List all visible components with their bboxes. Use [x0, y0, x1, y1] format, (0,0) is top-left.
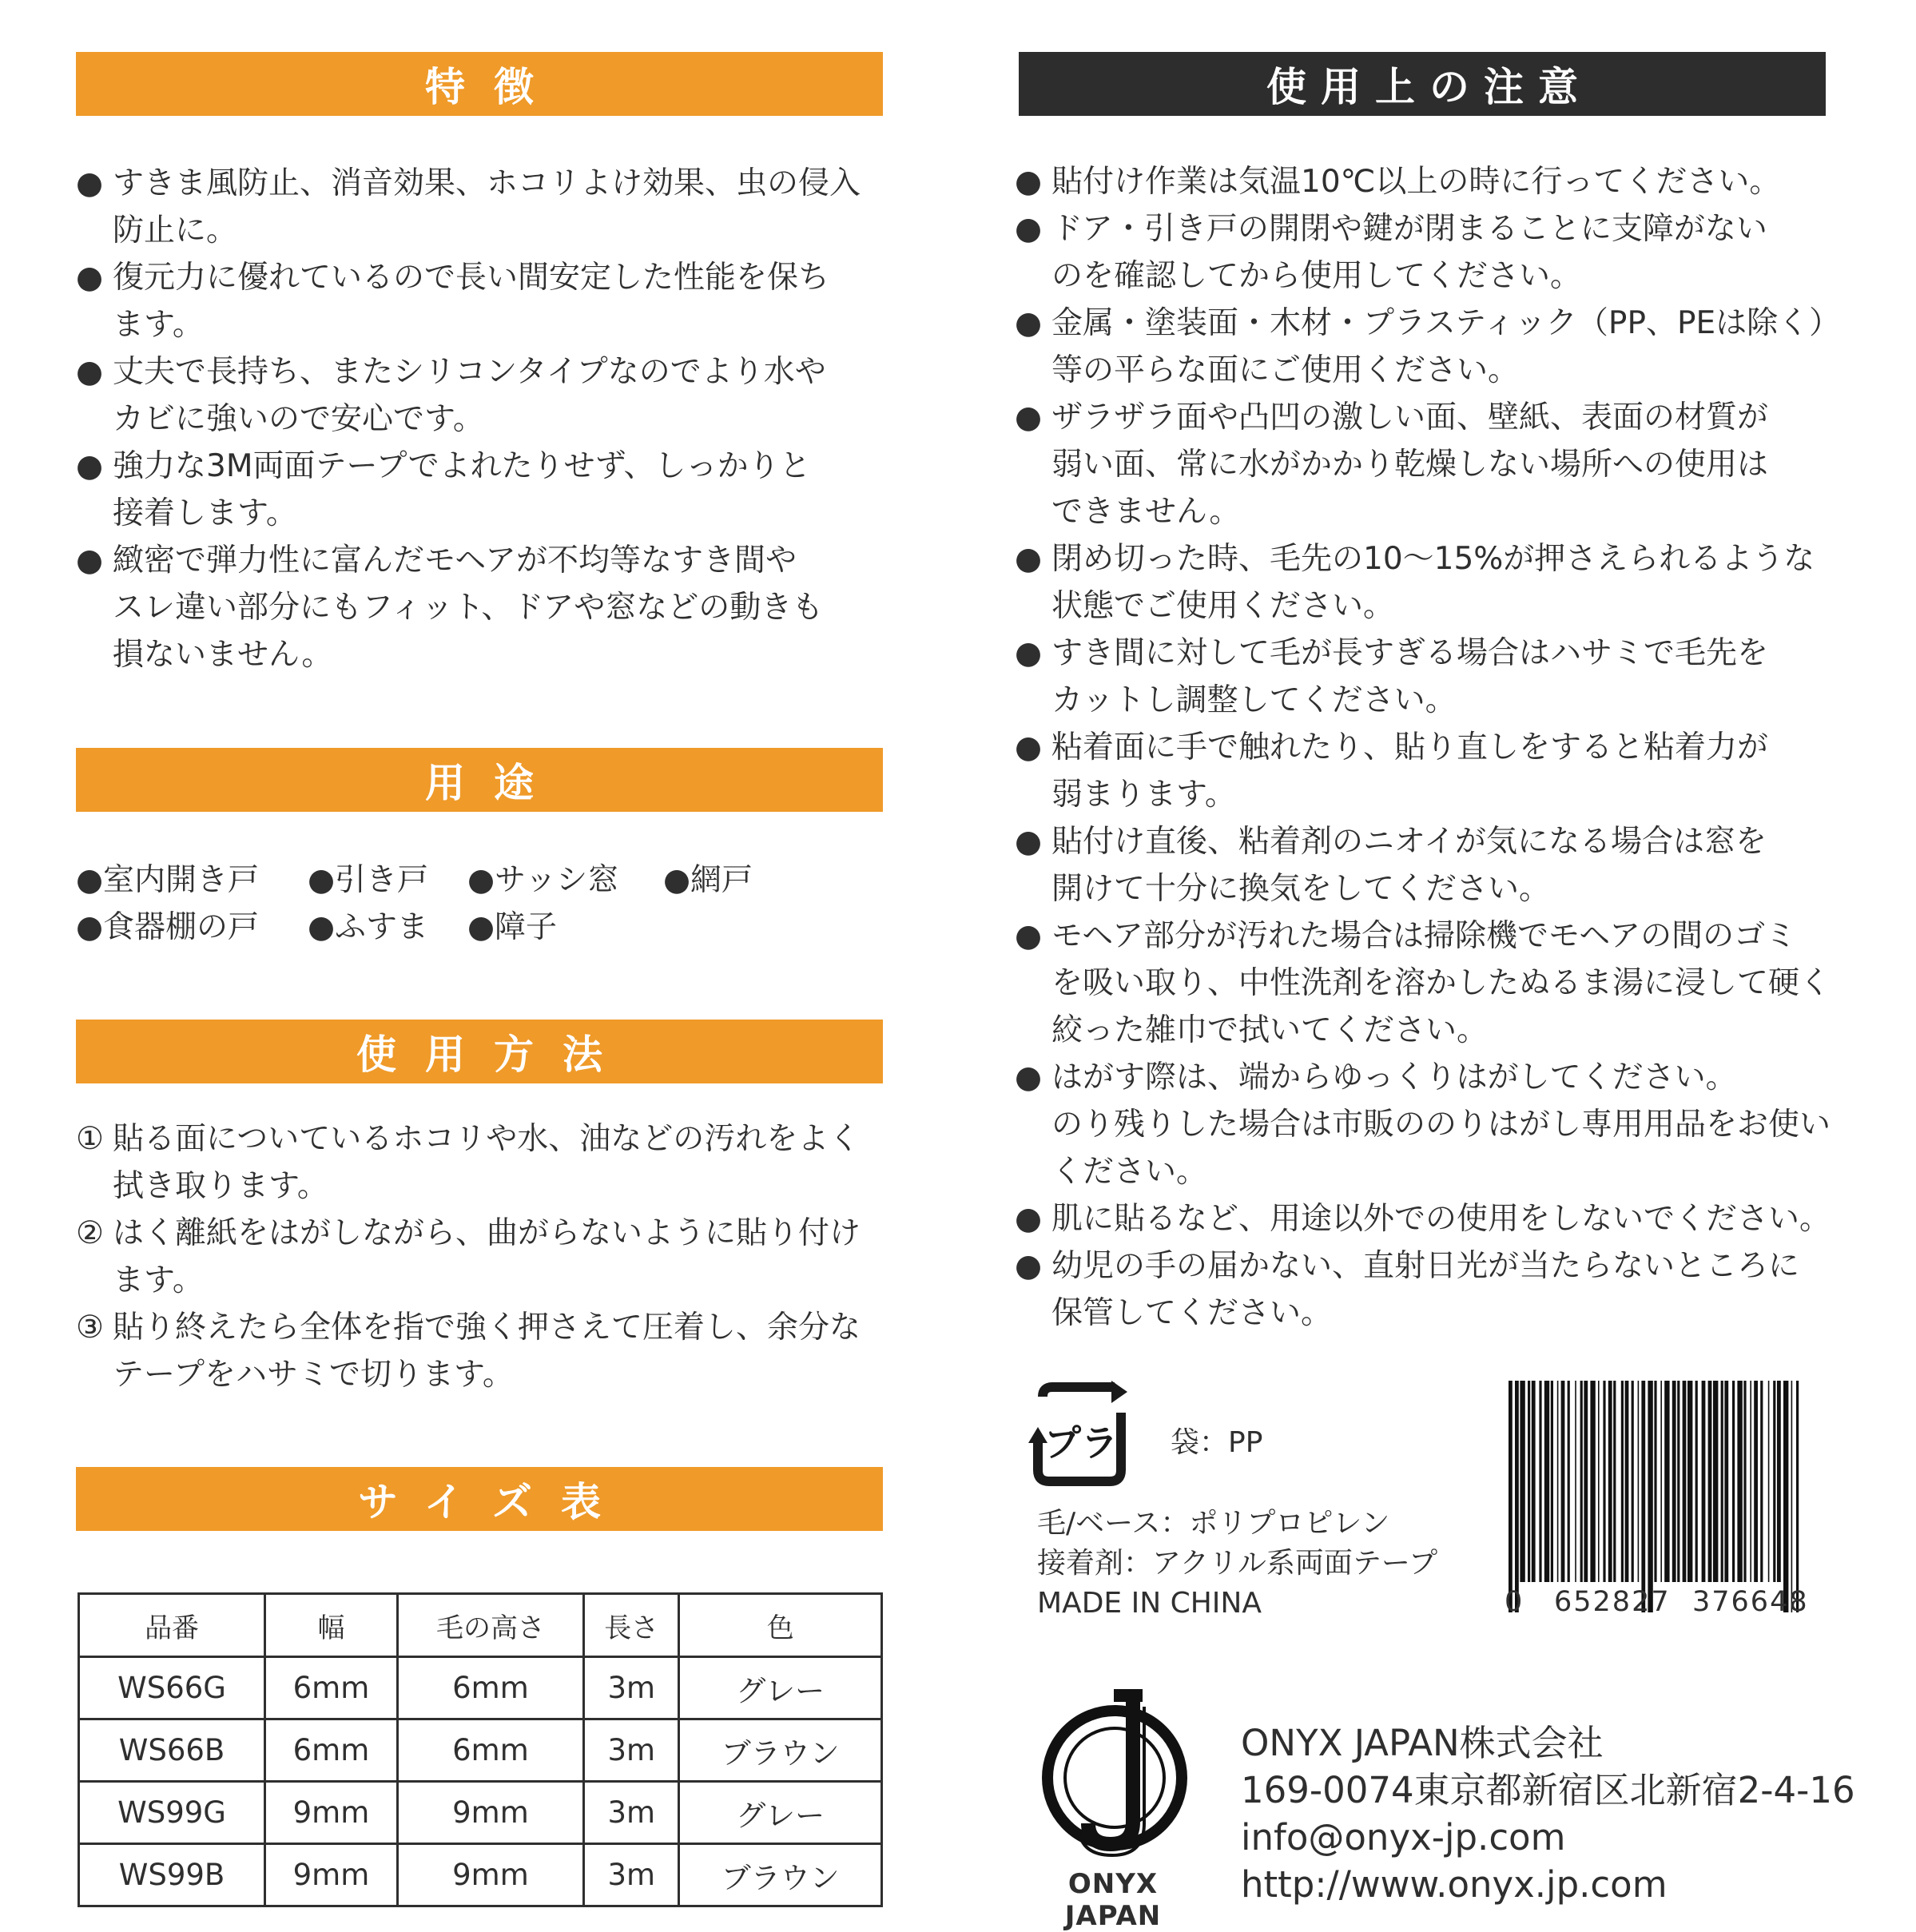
barcode-bar — [1660, 1381, 1662, 1582]
features-heading: 特徴 — [76, 52, 883, 116]
caution-item — [1015, 205, 1902, 300]
barcode-digit-0: 0 — [1505, 1586, 1524, 1618]
barcode-bar — [1713, 1381, 1718, 1582]
bullet-icon: ● — [76, 543, 104, 578]
item-line: 状態でご使用ください。 — [1051, 588, 1395, 624]
table-header-cell: 品番 — [79, 1594, 265, 1657]
barcode-bar — [1773, 1381, 1775, 1582]
caution-item — [1015, 300, 1902, 394]
use-item: ●障子 — [467, 909, 558, 945]
bullet-icon: ● — [1015, 305, 1043, 341]
barcode-bar — [1544, 1381, 1549, 1582]
bullet-icon: ① — [76, 1121, 104, 1157]
item-line: ます。 — [113, 307, 204, 343]
table-cell: ブラウン — [679, 1719, 882, 1782]
company-url[interactable]: http://www.onyx.jp.com — [1241, 1863, 1668, 1906]
barcode-bar — [1603, 1381, 1605, 1582]
barcode-bar — [1515, 1381, 1519, 1612]
caution-item — [1015, 1054, 1902, 1195]
bullet-icon: ● — [1015, 541, 1043, 577]
caution-item — [1015, 630, 1902, 724]
table-cell: グレー — [679, 1782, 882, 1844]
table-cell: 3m — [584, 1657, 679, 1719]
cautions-heading: 使用上の注意 — [1019, 52, 1826, 116]
feature-item — [76, 537, 899, 678]
barcode-bar — [1638, 1381, 1640, 1582]
company-email[interactable]: info@onyx-jp.com — [1241, 1816, 1566, 1858]
table-cell: 6mm — [265, 1657, 398, 1719]
barcode-bar — [1654, 1381, 1656, 1582]
bullet-icon: ● — [76, 448, 104, 484]
use-item: ●サッシ窓 — [467, 862, 619, 898]
caution-item — [1015, 535, 1902, 630]
materials-info — [1037, 1504, 1437, 1624]
use-item: ●引き戸 — [308, 862, 429, 898]
table-cell: ブラウン — [679, 1844, 882, 1906]
bullet-icon: ● — [1015, 1201, 1043, 1237]
barcode-bar — [1613, 1381, 1616, 1582]
barcode-bar — [1754, 1381, 1758, 1582]
material-line: 毛/ベース：ポリプロピレン — [1037, 1507, 1390, 1540]
item-line: カットし調整してください。 — [1051, 682, 1457, 718]
barcode-bar — [1760, 1381, 1763, 1582]
barcode-bar — [1608, 1381, 1612, 1582]
bullet-icon: ● — [1015, 1248, 1043, 1284]
item-line: ます。 — [113, 1262, 204, 1298]
bullet-icon: ● — [1015, 918, 1043, 954]
table-cell: 3m — [584, 1844, 679, 1906]
item-line: すき間に対して毛が長すぎる場合はハサミで毛先を — [1051, 635, 1769, 671]
barcode-bar — [1528, 1381, 1530, 1582]
item-line: テープをハサミで切ります。 — [113, 1357, 514, 1393]
item-line: 保管してください。 — [1051, 1295, 1333, 1331]
use-item: ●網戸 — [663, 862, 753, 898]
bullet-icon: ● — [1015, 164, 1043, 200]
item-line: ください。 — [1051, 1154, 1208, 1190]
item-line: 弱い面、常に水がかかり乾燥しない場所への使用は — [1051, 447, 1769, 483]
barcode-bar — [1641, 1381, 1645, 1612]
item-line: 等の平らな面にご使用ください。 — [1051, 352, 1520, 388]
table-header-cell: 色 — [679, 1594, 882, 1657]
item-line: 防止に。 — [113, 213, 238, 248]
item-line: はがす際は、端からゆっくりはがしてください。 — [1051, 1059, 1737, 1095]
barcode-bar — [1683, 1381, 1687, 1582]
table-cell: 6mm — [397, 1657, 583, 1719]
feature-item — [76, 443, 899, 537]
item-line: 貼る面についているホコリや水、油などの汚れをよく — [113, 1121, 861, 1157]
item-line: 肌に貼るなど、用途以外での使用をしないでください。 — [1051, 1201, 1831, 1237]
caution-item — [1015, 724, 1902, 818]
size-table — [78, 1592, 883, 1907]
item-line: 貼り終えたら全体を指で強く押さえて圧着し、余分な — [113, 1310, 861, 1346]
barcode-bar — [1737, 1381, 1742, 1582]
item-line: ザラザラ面や凸凹の激しい面、壁紙、表面の材質が — [1051, 400, 1769, 435]
table-cell: 6mm — [397, 1719, 583, 1782]
barcode-bar — [1632, 1381, 1634, 1582]
feature-item — [76, 348, 899, 443]
bullet-icon: ● — [76, 260, 104, 296]
barcode-bar — [1664, 1381, 1669, 1582]
barcode-bar — [1695, 1381, 1698, 1582]
table-header-cell: 毛の高さ — [397, 1594, 583, 1657]
bag-material: 袋：PP — [1171, 1426, 1263, 1459]
barcode-bar — [1732, 1381, 1735, 1582]
item-line: スレ違い部分にもフィット、ドアや窓などの動きも — [113, 590, 824, 626]
bullet-icon: ● — [1015, 729, 1043, 765]
item-line: 幼児の手の届かない、直射日光が当たらないところに — [1051, 1248, 1800, 1284]
item-line: 閉め切った時、毛先の10～15%が押さえられるような — [1051, 541, 1815, 577]
barcode-digits-left: 652827 — [1554, 1586, 1671, 1618]
bullet-icon: ● — [76, 354, 104, 390]
item-line: 絞った雑巾で拭いてください。 — [1051, 1012, 1489, 1048]
pla-recycle-icon — [1025, 1381, 1153, 1493]
howto-heading: 使用方法 — [76, 1020, 883, 1083]
item-line: 金属・塗装面・木材・プラスティック（PP、PEは除く） — [1051, 305, 1841, 341]
caution-item — [1015, 1242, 1902, 1337]
material-line: 接着剤：アクリル系両面テープ — [1037, 1547, 1438, 1580]
barcode-bar — [1777, 1381, 1781, 1582]
size-table-heading: サイズ表 — [76, 1467, 883, 1531]
item-line: 貼付け直後、粘着剤のニオイが気になる場合は窓を — [1051, 824, 1767, 860]
barcode-bar — [1687, 1381, 1692, 1582]
use-item: ●室内開き戸 — [76, 862, 260, 898]
item-line: 接着します。 — [113, 495, 297, 531]
table-cell: グレー — [679, 1657, 882, 1719]
table-cell: WS66B — [79, 1719, 265, 1782]
item-line: 損ないません。 — [113, 637, 333, 673]
table-cell: 9mm — [397, 1844, 583, 1906]
bullet-icon: ● — [1015, 400, 1043, 435]
barcode-bar — [1598, 1381, 1600, 1582]
table-cell: WS99G — [79, 1782, 265, 1844]
use-item: ●食器棚の戸 — [76, 909, 260, 945]
table-header-cell: 長さ — [584, 1594, 679, 1657]
barcode-bar — [1551, 1381, 1553, 1582]
barcode-bar — [1750, 1381, 1751, 1582]
barcode-bar — [1796, 1381, 1799, 1612]
bullet-icon: ● — [1015, 635, 1043, 671]
item-line: のり残りした場合は市販ののりはがし専用用品をお使い — [1051, 1107, 1831, 1143]
table-cell: 9mm — [265, 1782, 398, 1844]
table-cell: 3m — [584, 1719, 679, 1782]
barcode-bar — [1621, 1381, 1624, 1582]
barcode-bar — [1625, 1381, 1629, 1582]
table-cell: 9mm — [397, 1782, 583, 1844]
barcode-bar — [1724, 1381, 1728, 1582]
feature-item — [76, 160, 899, 254]
item-line: ドア・引き戸の開閉や鍵が閉まることに支障がない — [1051, 211, 1767, 247]
bullet-icon: ● — [1015, 1059, 1043, 1095]
barcode-bar — [1539, 1381, 1541, 1582]
cautions-list — [1015, 158, 1902, 1337]
use-item: ●ふすま — [308, 909, 429, 945]
barcode-bar — [1520, 1381, 1524, 1582]
barcode-digits-right: 376648 — [1692, 1586, 1809, 1618]
barcode-bar — [1708, 1381, 1712, 1582]
barcode-bar — [1672, 1381, 1676, 1582]
barcode-bar — [1743, 1381, 1746, 1582]
bullet-icon: ② — [76, 1215, 104, 1251]
barcode-bar — [1791, 1381, 1793, 1612]
barcode — [1502, 1381, 1806, 1612]
bullet-icon: ● — [1015, 211, 1043, 247]
item-line: 粘着面に手で触れたり、貼り直しをすると粘着力が — [1051, 729, 1769, 765]
barcode-bar — [1584, 1381, 1588, 1582]
material-line: MADE IN CHINA — [1037, 1587, 1262, 1620]
logo-text: ONYX JAPAN — [1064, 1868, 1162, 1932]
pla-mark-text: プラ — [1044, 1421, 1118, 1465]
item-line: 丈夫で長持ち、またシリコンタイプなのでより水や — [113, 354, 826, 390]
item-line: すきま風防止、消音効果、ホコリよけ効果、虫の侵入 — [113, 165, 861, 201]
table-cell: WS66G — [79, 1657, 265, 1719]
onyx-japan-logo — [1039, 1686, 1191, 1862]
barcode-bar — [1509, 1381, 1513, 1612]
table-cell: 3m — [584, 1782, 679, 1844]
item-line: カビに強いので安心です。 — [113, 401, 484, 437]
barcode-bar — [1532, 1381, 1536, 1582]
howto-step — [76, 1304, 899, 1398]
barcode-bar — [1580, 1381, 1583, 1582]
barcode-bar — [1721, 1381, 1723, 1582]
bullet-icon: ● — [1015, 824, 1043, 860]
item-line: できません。 — [1051, 494, 1241, 530]
barcode-bar — [1575, 1381, 1576, 1582]
item-line: 開けて十分に換気をしてください。 — [1051, 871, 1551, 907]
barcode-bar — [1768, 1381, 1770, 1582]
howto-step — [76, 1210, 899, 1304]
table-cell: 9mm — [265, 1844, 398, 1906]
bullet-icon: ● — [76, 165, 104, 201]
caution-item — [1015, 394, 1902, 535]
table-row — [79, 1844, 882, 1906]
item-line: 緻密で弾力性に富んだモヘアが不均等なすき間や — [113, 543, 797, 578]
caution-item — [1015, 158, 1902, 205]
table-row — [79, 1782, 882, 1844]
barcode-bar — [1648, 1381, 1652, 1612]
uses-list — [76, 857, 807, 951]
table-row — [79, 1657, 882, 1719]
feature-item — [76, 254, 899, 348]
howto-list — [76, 1115, 899, 1398]
item-line: 弱まります。 — [1051, 777, 1236, 813]
item-line: のを確認してから使用してください。 — [1051, 258, 1582, 294]
barcode-bar — [1557, 1381, 1559, 1582]
item-line: 拭き取ります。 — [113, 1168, 328, 1204]
item-line: モヘア部分が汚れた場合は掃除機でモヘアの間のゴミ — [1051, 918, 1797, 954]
features-list — [76, 160, 899, 678]
table-cell: 6mm — [265, 1719, 398, 1782]
barcode-bar — [1590, 1381, 1595, 1582]
caution-item — [1015, 1195, 1902, 1242]
item-line: 強力な3M両面テープでよれたりせず、しっかりと — [113, 448, 811, 484]
barcode-bar — [1783, 1381, 1788, 1612]
item-line: 貼付け作業は気温10℃以上の時に行ってください。 — [1051, 164, 1781, 200]
barcode-bar — [1561, 1381, 1565, 1582]
barcode-bar — [1702, 1381, 1706, 1582]
item-line: を吸い取り、中性洗剤を溶かしたぬるま湯に浸して硬く — [1051, 965, 1831, 1001]
item-line: 復元力に優れているので長い間安定した性能を保ち — [113, 260, 830, 296]
bullet-icon: ③ — [76, 1310, 104, 1346]
table-row — [79, 1719, 882, 1782]
caution-item — [1015, 912, 1902, 1054]
company-info — [1241, 1719, 1855, 1908]
item-line: はく離紙をはがしながら、曲がらないように貼り付け — [113, 1215, 861, 1251]
table-cell: WS99B — [79, 1844, 265, 1906]
barcode-bar — [1677, 1381, 1679, 1582]
uses-heading: 用途 — [76, 748, 883, 812]
company-address: 169-0074東京都新宿区北新宿2-4-16 — [1241, 1769, 1855, 1811]
howto-step — [76, 1115, 899, 1210]
caution-item — [1015, 818, 1902, 912]
barcode-bar — [1568, 1381, 1570, 1582]
company-name: ONYX JAPAN株式会社 — [1241, 1722, 1604, 1764]
table-header-cell: 幅 — [265, 1594, 398, 1657]
